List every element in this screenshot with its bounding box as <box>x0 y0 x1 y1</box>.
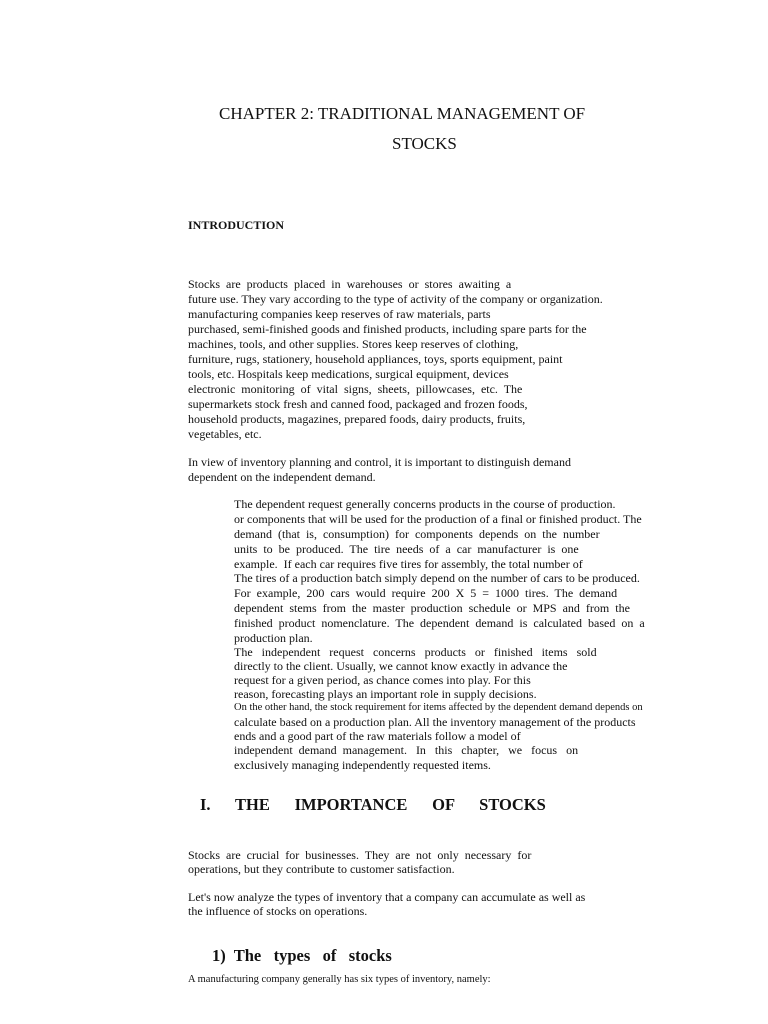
introduction-heading: INTRODUCTION <box>188 218 285 232</box>
bullet2-line: ends and a good part of the raw materials follow a model of <box>234 729 521 743</box>
bullet1-line: The tires of a production batch simply depend on the number of cars to be produced. <box>234 571 640 585</box>
bullet2-line: On the other hand, the stock requirement for items affected by the dependent demand depends on <box>234 702 643 713</box>
intro-paragraph1-line: electronic monitoring of vital signs, sheets, pillowcases, etc. The <box>188 382 523 396</box>
bullet1-line: units to be produced. The tire needs of a car manufacturer is one <box>234 542 579 556</box>
intro-paragraph1-line: supermarkets stock fresh and canned food, packaged and frozen foods, <box>188 397 528 411</box>
intro-paragraph2-line: dependent on the independent demand. <box>188 470 376 484</box>
intro-paragraph1-line: furniture, rugs, stationery, household appliances, toys, sports equipment, paint <box>188 352 563 366</box>
section1-paragraph2-line: Let's now analyze the types of inventory that a company can accumulate as well as <box>188 890 586 904</box>
intro-paragraph1-line: manufacturing companies keep reserves of raw materials, parts <box>188 307 491 321</box>
bullet2-line: request for a given period, as chance comes into play. For this <box>234 673 531 687</box>
intro-paragraph1-line: Stocks are products placed in warehouses or stores awaiting a <box>188 277 512 291</box>
bullet2-line: exclusively managing independently requested items. <box>234 758 491 772</box>
bullet1-line: demand (that is, consumption) for components depends on the number <box>234 527 600 541</box>
bullet2-line: reason, forecasting plays an important role in supply decisions. <box>234 687 537 701</box>
bullet2-line: independent demand management. In this chapter, we focus on <box>234 743 579 757</box>
section1-paragraph2-line: the influence of stocks on operations. <box>188 904 368 918</box>
chapter-title-line-1: CHAPTER 2: TRADITIONAL MANAGEMENT OF <box>219 104 586 123</box>
bullet1-line: or components that will be used for the production of a final or finished product. The <box>234 512 642 526</box>
bullet1-line: The dependent request generally concerns products in the course of production. <box>234 497 616 511</box>
bullet2-line: directly to the client. Usually, we cannot know exactly in advance the <box>234 659 568 673</box>
intro-paragraph1-line: machines, tools, and other supplies. Stores keep reserves of clothing, <box>188 337 519 351</box>
bullet1-line: dependent stems from the master production schedule or MPS and from the <box>234 601 630 615</box>
bullet2-line: The independent request concerns products or finished items sold <box>234 645 597 659</box>
bullet1-line: example. If each car requires five tires for assembly, the total number of <box>234 557 583 571</box>
section1-paragraph1-line: Stocks are crucial for businesses. They are not only necessary for <box>188 848 532 862</box>
bullet1-line: For example, 200 cars would require 200 X 5 = 1000 tires. The demand <box>234 586 618 600</box>
bullet1-line: production plan. <box>234 631 313 645</box>
intro-paragraph1-line: tools, etc. Hospitals keep medications, surgical equipment, devices <box>188 367 509 381</box>
section-heading: I. THE IMPORTANCE OF STOCKS <box>200 795 546 814</box>
chapter-title-line-2: STOCKS <box>392 134 457 153</box>
intro-paragraph1-line: purchased, semi-finished goods and finished products, including spare parts for the <box>188 322 587 336</box>
section1-paragraph1-line: operations, but they contribute to customer satisfaction. <box>188 862 455 876</box>
intro-paragraph2-line: In view of inventory planning and control, it is important to distinguish demand <box>188 455 571 469</box>
intro-paragraph1-line: household products, magazines, prepared foods, dairy products, fruits, <box>188 412 526 426</box>
bullet1-line: finished product nomenclature. The dependent demand is calculated based on a <box>234 616 645 630</box>
bullet2-line: calculate based on a production plan. All the inventory management of the products <box>234 715 636 729</box>
intro-paragraph1-line: future use. They vary according to the type of activity of the company or organization. <box>188 292 603 306</box>
subsection-paragraph: A manufacturing company generally has six types of inventory, namely: <box>188 974 491 985</box>
intro-paragraph1-line: vegetables, etc. <box>188 427 262 441</box>
subsection-heading: 1) The types of stocks <box>212 946 392 965</box>
